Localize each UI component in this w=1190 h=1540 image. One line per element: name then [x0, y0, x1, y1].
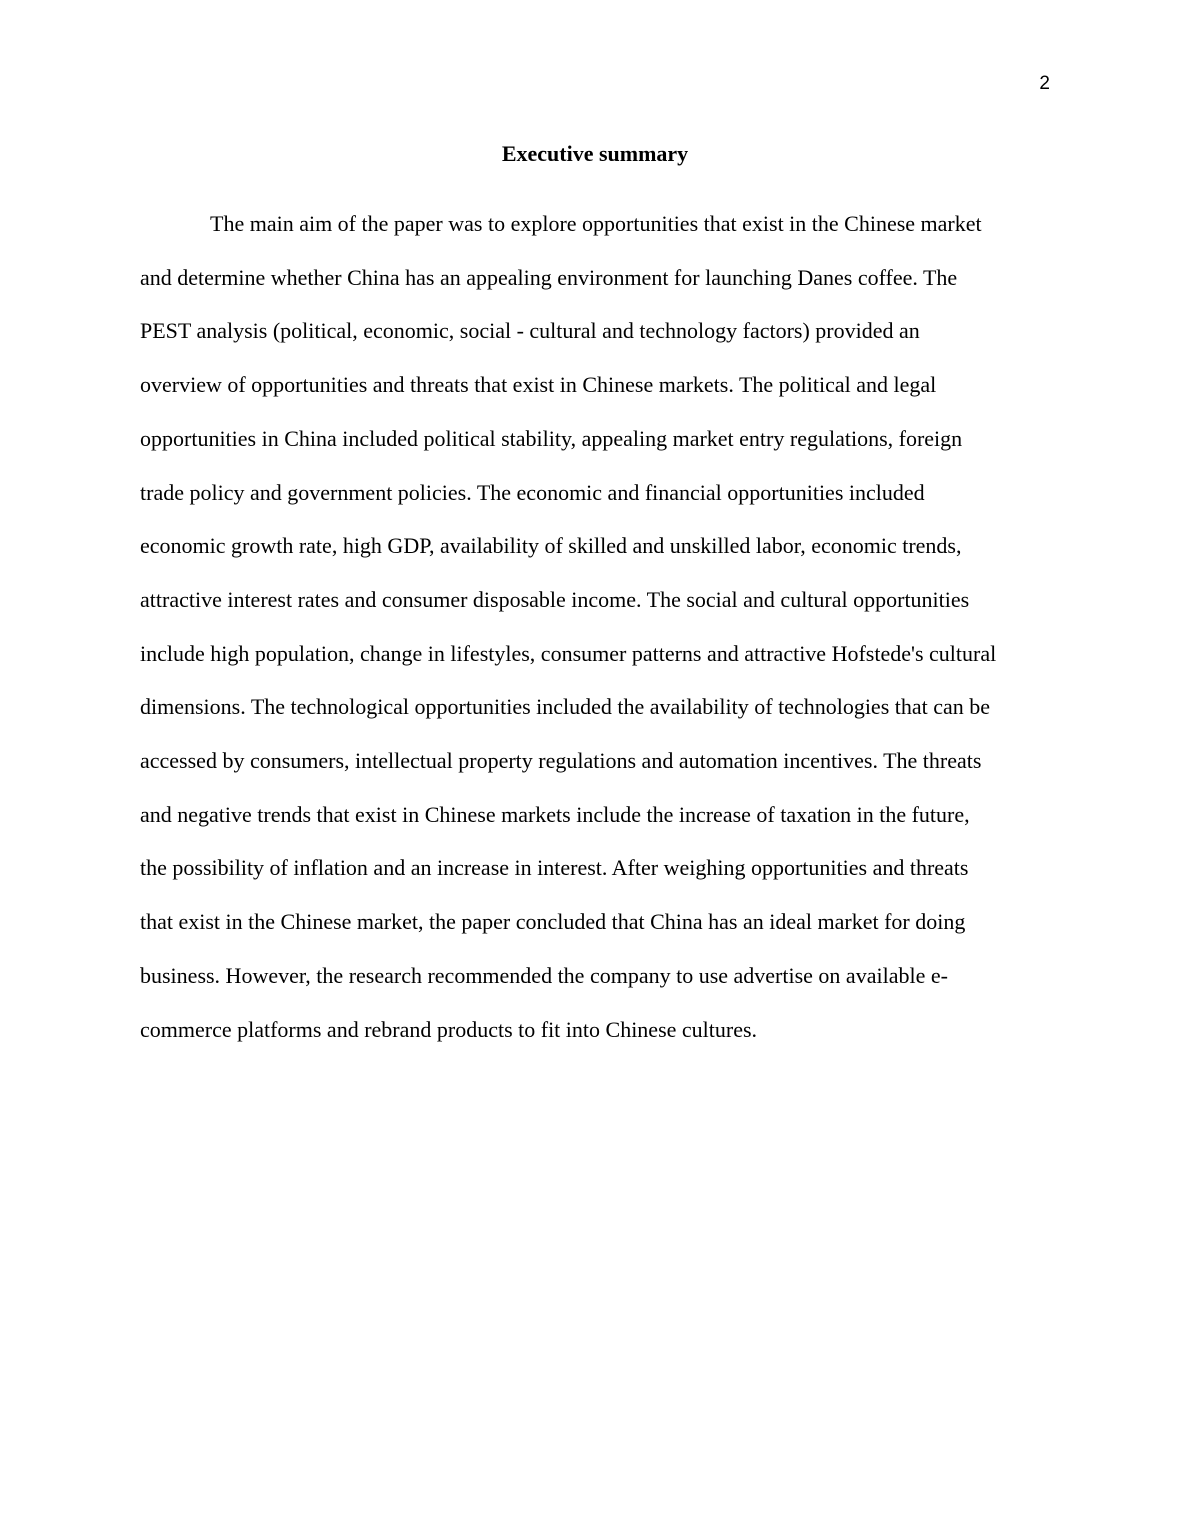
paragraph-line: commerce platforms and rebrand products to fit into Chinese cultures. [140, 1016, 758, 1042]
paragraph-line: The main aim of the paper was to explore opportunities that exist in the Chinese market [210, 211, 982, 236]
paragraph-line: business. However, the research recommended the company to use advertise on available e- [140, 962, 948, 988]
paragraph-line: the possibility of inflation and an increase in interest. After weighing opportunities and threats [140, 855, 969, 881]
paragraph-line: economic growth rate, high GDP, availability of skilled and unskilled labor, economic trends, [140, 533, 962, 559]
paragraph-line: accessed by consumers, intellectual property regulations and automation incentives. The threats [140, 748, 982, 774]
document-title: Executive summary [501, 141, 689, 166]
paragraph-line: include high population, change in lifestyles, consumer patterns and attractive Hofstede's cultural [140, 640, 997, 666]
paragraph-line: PEST analysis (political, economic, social - cultural and technology factors) provided an [140, 318, 920, 344]
page-number: 2 [1039, 73, 1050, 94]
paragraph-line: trade policy and government policies. The economic and financial opportunities included [140, 479, 925, 505]
paragraph-line: attractive interest rates and consumer disposable income. The social and cultural opportunities [140, 586, 970, 612]
paragraph-line: overview of opportunities and threats that exist in Chinese markets. The political and legal [140, 372, 937, 398]
body-paragraph [140, 197, 1050, 1056]
paragraph-line: and determine whether China has an appealing environment for launching Danes coffee. The [140, 264, 958, 290]
paragraph-line: dimensions. The technological opportunities included the availability of technologies that can be [140, 694, 991, 720]
paragraph-line: that exist in the Chinese market, the paper concluded that China has an ideal market for doing [140, 909, 966, 935]
paragraph-line: and negative trends that exist in Chinese markets include the increase of taxation in the future, [140, 801, 970, 827]
paragraph-line: opportunities in China included political stability, appealing market entry regulations, foreign [140, 425, 963, 451]
